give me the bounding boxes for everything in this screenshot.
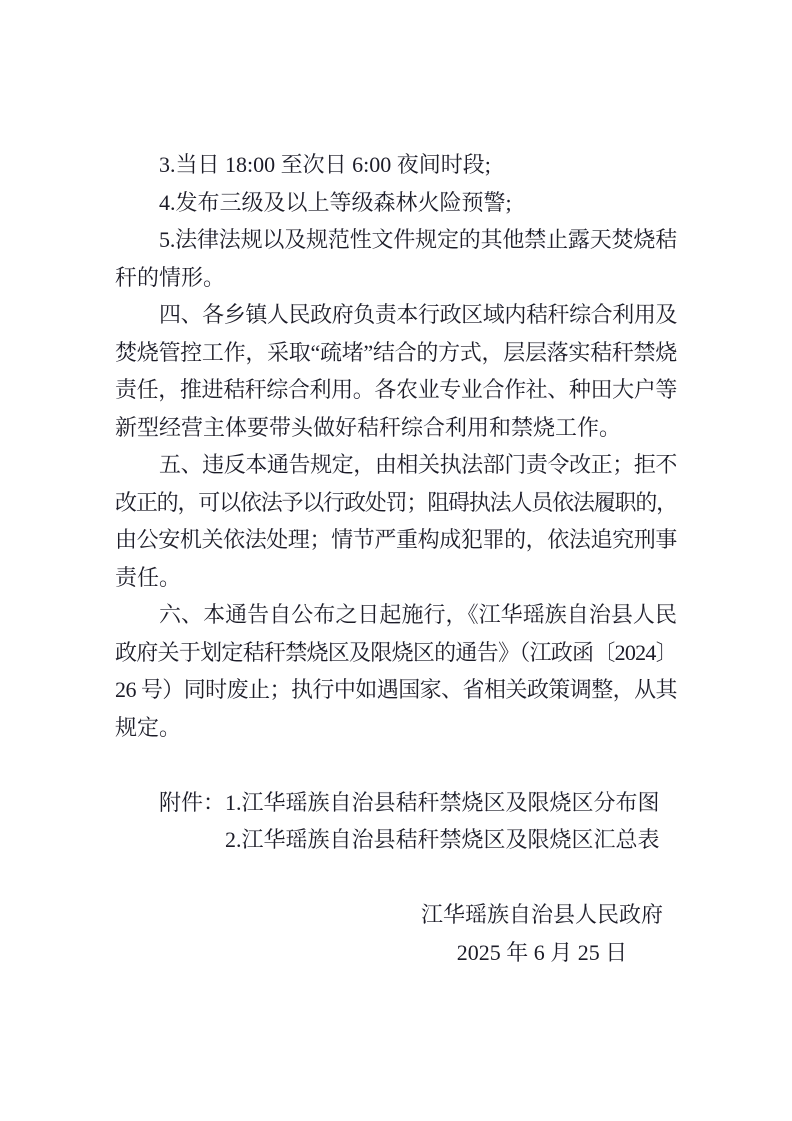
- body-line: [115, 334, 677, 372]
- body-line: [115, 484, 677, 522]
- body-line-text: 3.当日 18:00 至次日 6:00 夜间时段;: [159, 152, 491, 177]
- body-line: [115, 296, 677, 334]
- body-line-text: 责任。: [115, 564, 182, 590]
- body-line-text: 规定。: [115, 714, 182, 740]
- body-line: [115, 371, 677, 409]
- attachment-line: [115, 784, 677, 822]
- body-line: [115, 596, 677, 634]
- body-line-text: 责任，推进秸秆综合利用。各农业专业合作社、种田大户等: [115, 377, 677, 402]
- body-line: [115, 709, 677, 747]
- attachment-line: [115, 821, 677, 859]
- blank-line: [115, 746, 677, 784]
- blank-line: [115, 859, 677, 897]
- body-line: [115, 221, 677, 259]
- body-line-text: 4.发布三级及以上等级森林火险预警;: [159, 189, 512, 215]
- signature-block: [115, 896, 677, 971]
- body-line: [115, 671, 677, 709]
- body-line-text: 由公安机关依法处理；情节严重构成犯罪的，依法追究刑事: [115, 527, 677, 552]
- body-line: [115, 259, 677, 297]
- body-line-text: 焚烧管控工作，采取“疏堵”结合的方式，层层落实秸秆禁烧: [115, 339, 678, 365]
- body-line: [115, 184, 677, 222]
- signature-inner: [421, 896, 663, 971]
- body-line: [115, 634, 677, 672]
- attachment-item: 2.江华瑶族自治县秸秆禁烧区及限烧区汇总表: [225, 827, 660, 852]
- body-line-text: 26 号）同时废止；执行中如遇国家、省相关政策调整，从其: [115, 677, 677, 702]
- body-line: [115, 521, 677, 559]
- body-line-text: 六、本通告自公布之日起施行，《江华瑶族自治县人民: [159, 602, 677, 627]
- body-line: [115, 146, 677, 184]
- body-line-text: 五、违反本通告规定，由相关执法部门责令改正；拒不: [159, 452, 677, 477]
- signature-date: [421, 934, 663, 972]
- body-line: [115, 559, 677, 597]
- body-line-text: 政府关于划定秸秆禁烧区及限烧区的通告》（江政函〔2024〕: [115, 639, 677, 665]
- body-line-text: 5.法律法规以及规范性文件规定的其他禁止露天焚烧秸: [159, 227, 677, 252]
- document-body: [115, 146, 677, 971]
- body-line: [115, 446, 677, 484]
- attachment-label: 附件：: [159, 789, 226, 815]
- attachment-item: 1.江华瑶族自治县秸秆禁烧区及限烧区分布图: [225, 789, 660, 815]
- body-line-text: 新型经营主体要带头做好秸秆综合利用和禁烧工作。: [115, 414, 622, 440]
- body-line-text: 改正的，可以依法予以行政处罚；阻碍执法人员依法履职的，: [115, 489, 677, 515]
- body-line-text: 秆的情形。: [115, 264, 226, 290]
- body-line-text: 四、各乡镇人民政府负责本行政区域内秸秆综合利用及: [159, 302, 677, 327]
- signature-issuer-text: 江华瑶族自治县人民政府: [420, 902, 663, 927]
- signature-date-text: 2025 年 6 月 25 日: [456, 939, 628, 965]
- body-line: [115, 409, 677, 447]
- signature-issuer: [421, 896, 663, 934]
